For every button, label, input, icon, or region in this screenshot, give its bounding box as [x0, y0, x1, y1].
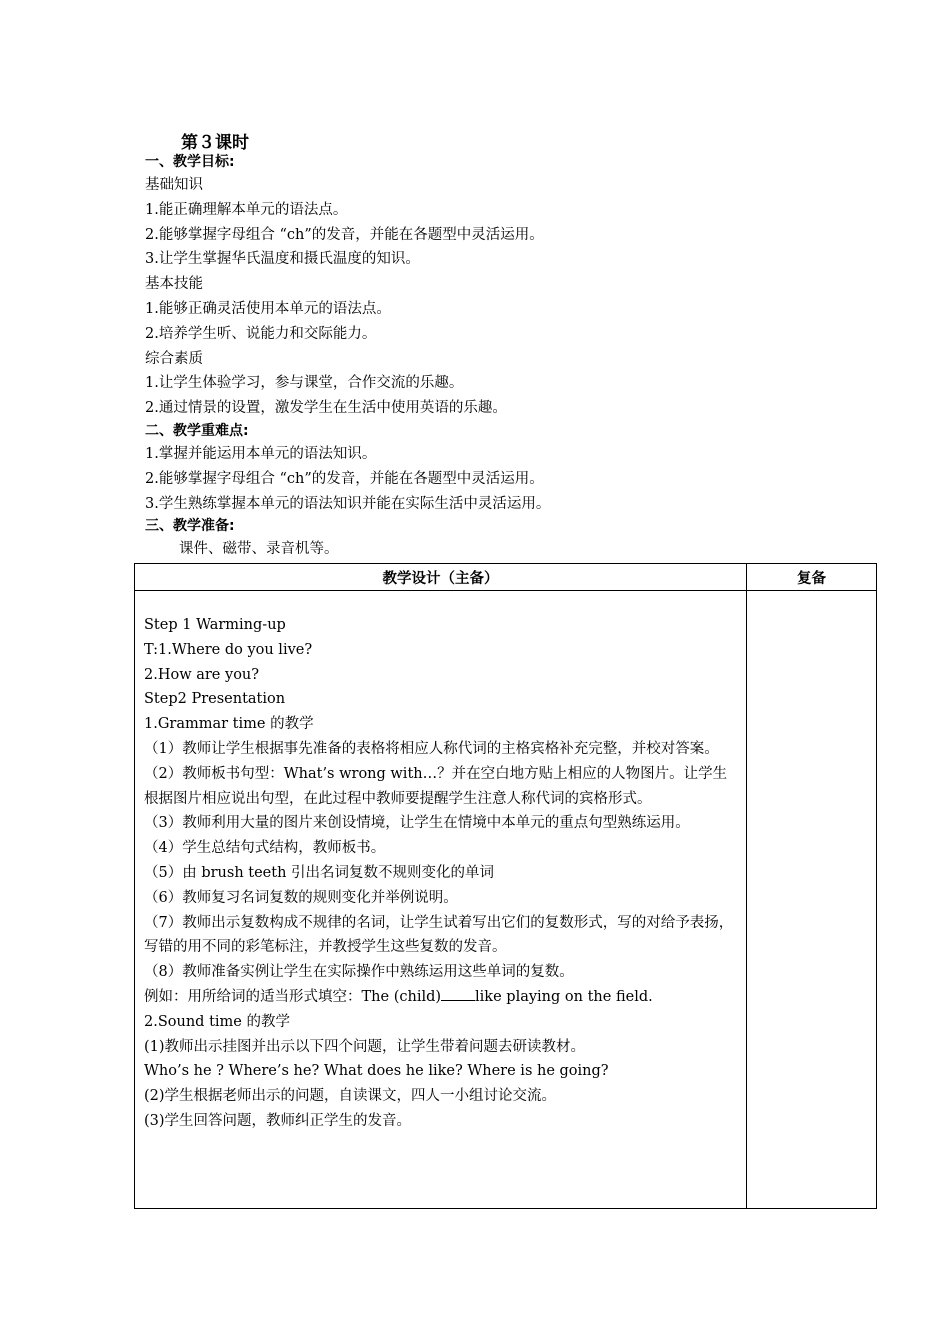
example-line — [144, 985, 740, 1010]
design-line: （1）教师让学生根据事先准备的表格将相应人称代词的主格宾格补充完整，并校对答案。 — [144, 740, 719, 757]
design-line: Who’s he ? Where’s he? What does he like? Where is he going? — [144, 1063, 609, 1080]
design-content-cell — [135, 591, 747, 1209]
design-line: （6）教师复习名词复数的规则变化并举例说明。 — [144, 889, 458, 906]
knowledge-item: 3.让学生掌握华氏温度和摄氏温度的知识。 — [145, 251, 420, 268]
teaching-design-table — [134, 563, 877, 1209]
design-line: 2.How are you? — [144, 666, 260, 683]
review-cell — [747, 591, 877, 1209]
design-lines — [144, 613, 740, 985]
design-line: （8）教师准备实例让学生在实际操作中熟练运用这些单词的复数。 — [144, 964, 574, 981]
design-line: （4）学生总结句式结构，教师板书。 — [144, 840, 386, 857]
basic-knowledge-label: 基础知识 — [145, 177, 203, 193]
design-lines-sound — [144, 1010, 740, 1134]
design-line: 1.Grammar time 的教学 — [144, 716, 314, 733]
design-line: Step 1 Warming-up — [144, 617, 286, 633]
design-line: （2）教师板书句型：What’s wrong with…？并在空白地方贴上相应的人物图片。让学生根据图片相应说出句型，在此过程中教师要提醒学生注意人称代词的宾格形式。 — [144, 765, 728, 807]
design-line: (2)学生根据老师出示的问题，自读课文，四人一小组讨论交流。 — [144, 1088, 557, 1105]
quality-label: 综合素质 — [145, 350, 203, 367]
design-line: Step2 Presentation — [144, 691, 286, 708]
lesson-objectives — [145, 152, 865, 562]
knowledge-item: 1.能正确理解本单元的语法点。 — [145, 201, 348, 218]
design-line: 2.Sound time 的教学 — [144, 1013, 290, 1030]
header-side: 复备 — [747, 564, 877, 591]
quality-item: 1.让学生体验学习，参与课堂，合作交流的乐趣。 — [145, 375, 464, 392]
design-line: （7）教师出示复数构成不规律的名词，让学生试着写出它们的复数形式，写的对给予表扬，写错的用不同的彩笔标注，并教授学生这些复数的发音。 — [144, 914, 734, 956]
key-item: 3.学生熟练掌握本单元的语法知识并能在实际生活中灵活运用。 — [145, 495, 551, 512]
header-main: 教学设计（主备） — [135, 564, 747, 591]
key-item: 1.掌握并能运用本单元的语法知识。 — [145, 445, 377, 462]
design-line: （5）由 brush teeth 引出名词复数不规则变化的单词 — [144, 864, 495, 881]
keys-heading: 二、教学重难点: — [145, 422, 249, 439]
goals-heading: 一、教学目标: — [145, 154, 235, 170]
design-line: (3)学生回答问题，教师纠正学生的发音。 — [144, 1112, 412, 1129]
design-line: （3）教师利用大量的图片来创设情境，让学生在情境中本单元的重点句型熟练运用。 — [144, 815, 690, 832]
prep-heading: 三、教学准备: — [145, 518, 235, 535]
example-prefix: 例如：用所给词的适当形式填空：The (child) — [144, 988, 442, 1005]
key-item: 2.能够掌握字母组合 “ch”的发音，并能在各题型中灵活运用。 — [145, 470, 544, 487]
basic-skills-label: 基本技能 — [145, 276, 203, 293]
fill-blank — [441, 986, 475, 1001]
example-suffix: like playing on the field. — [475, 988, 653, 1005]
design-line: (1)教师出示挂图并出示以下四个问题，让学生带着问题去研读教材。 — [144, 1038, 586, 1055]
quality-item: 2.通过情景的设置，激发学生在生活中使用英语的乐趣。 — [145, 400, 507, 417]
design-line: T:1.Where do you live? — [144, 641, 313, 658]
skills-item: 2.培养学生听、说能力和交际能力。 — [145, 325, 377, 342]
skills-item: 1.能够正确灵活使用本单元的语法点。 — [145, 300, 391, 317]
lesson-title: 第３课时 — [181, 133, 249, 153]
knowledge-item: 2.能够掌握字母组合 “ch”的发音，并能在各题型中灵活运用。 — [145, 226, 544, 243]
prep-text: 课件、磁带、录音机等。 — [179, 541, 339, 558]
